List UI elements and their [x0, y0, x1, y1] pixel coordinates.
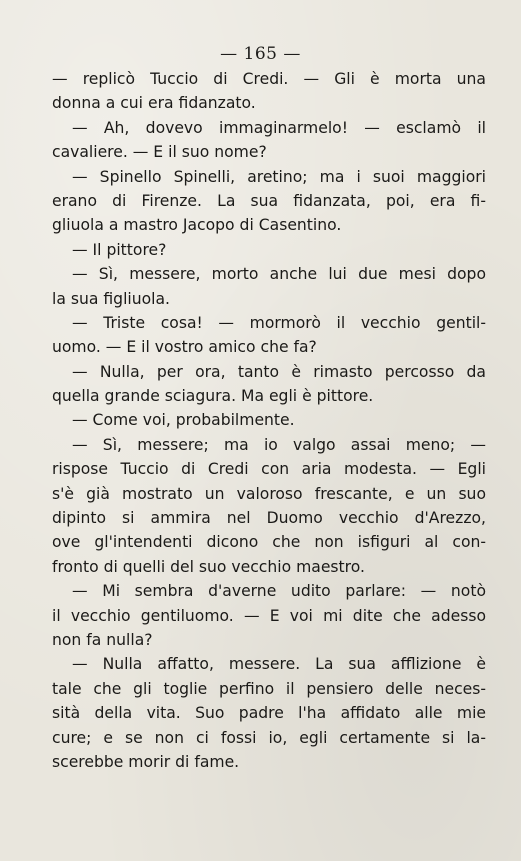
text-line: — Nulla affatto, messere. La sua afflizione è [72, 655, 486, 674]
text-line: uomo. — E il vostro amico che fa? [52, 338, 317, 357]
text-line: — Il pittore? [72, 240, 167, 259]
text-line: tale che gli toglie perfino il pensiero delle neces- [52, 679, 486, 698]
text-line: gliuola a mastro Jacopo di Casentino. [52, 216, 342, 235]
text-line: s'è già mostrato un valoroso frescante, e un suo [52, 484, 486, 503]
text-line: — Come voi, probabilmente. [72, 411, 295, 430]
text-line: — Sì, messere, morto anche lui due mesi dopo [72, 265, 486, 284]
text-line: rispose Tuccio di Credi con aria modesta. — Egli [52, 460, 486, 479]
body-text [52, 67, 486, 774]
text-line: erano di Firenze. La sua fidanzata, poi, era fi- [52, 191, 486, 210]
text-line: ove gl'intendenti dicono che non isfiguri al con- [52, 533, 486, 552]
text-line: sità della vita. Suo padre l'ha affidato alle mie [52, 704, 486, 723]
text-line: — Triste cosa! — mormorò il vecchio gentil- [72, 313, 486, 332]
text-line: la sua figliuola. [52, 289, 171, 308]
text-line: — Mi sembra d'averne udito parlare: — notò [72, 582, 486, 601]
text-line: cure; e se non ci fossi io, egli certamente si la- [52, 728, 486, 747]
text-line: — Nulla, per ora, tanto è rimasto percosso da [72, 362, 486, 381]
text-line: non fa nulla? [52, 630, 153, 649]
text-line: — replicò Tuccio di Credi. — Gli è morta una [52, 70, 486, 88]
text-line: il vecchio gentiluomo. — E voi mi dite che adesso [52, 606, 486, 625]
text-line: quella grande sciagura. Ma egli è pittore. [52, 387, 374, 406]
text-line: cavaliere. — E il suo nome? [52, 143, 267, 162]
text-line: dipinto si ammira nel Duomo vecchio d'Arezzo, [52, 509, 486, 528]
text-line: — Sì, messere; ma io valgo assai meno; — [72, 435, 486, 454]
page-number: — 165 — [220, 44, 301, 64]
text-line: fronto di quelli del suo vecchio maestro. [52, 557, 365, 576]
text-line: — Spinello Spinelli, aretino; ma i suoi maggiori [72, 167, 486, 186]
text-line: scerebbe morir di fame. [52, 752, 240, 771]
text-line: donna a cui era fidanzato. [52, 94, 256, 113]
text-line: — Ah, dovevo immaginarmelo! — esclamò il [72, 118, 486, 137]
